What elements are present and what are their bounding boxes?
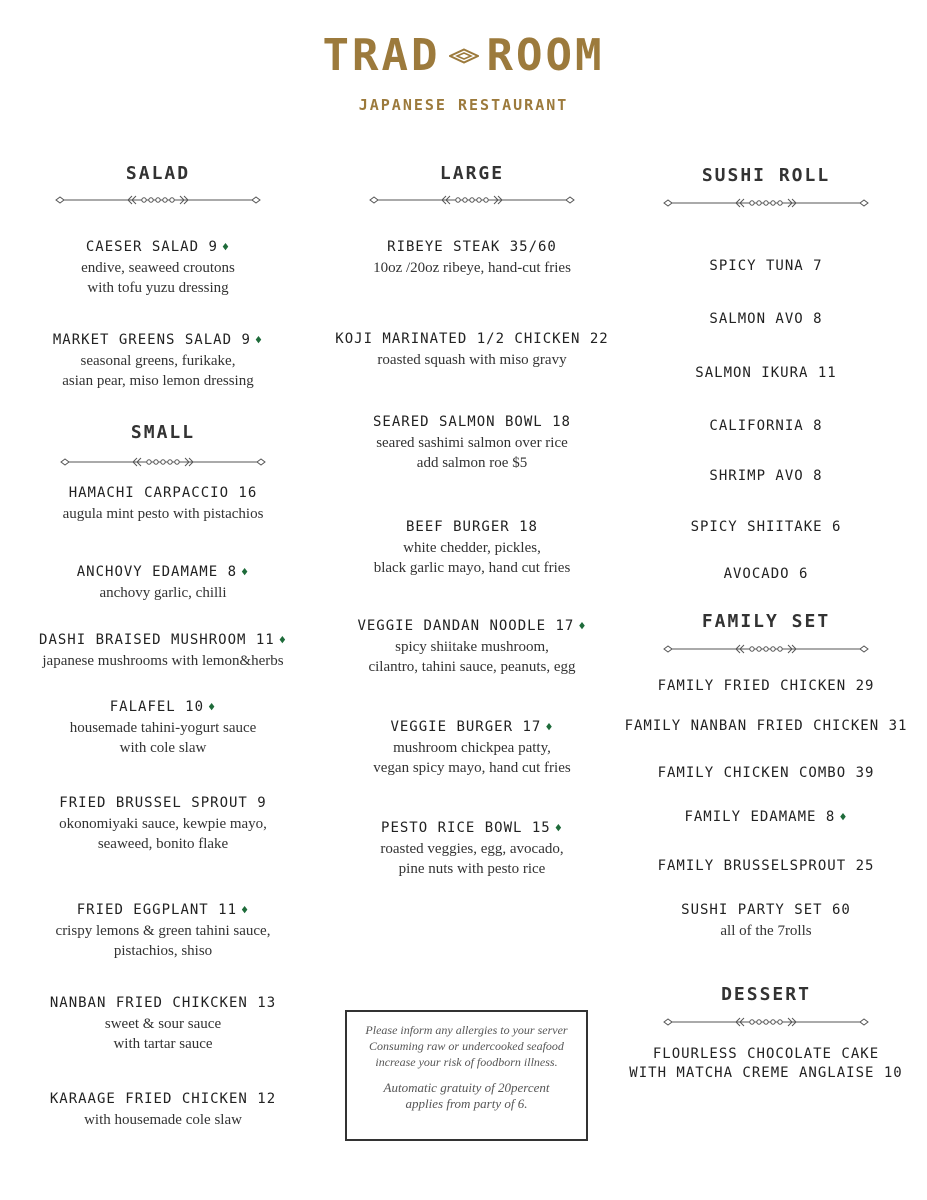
ornamental-divider-icon bbox=[660, 197, 872, 209]
item-description-line: black garlic mayo, hand cut fries bbox=[373, 560, 571, 576]
item-description-line: augula mint pesto with pistachios bbox=[62, 506, 264, 522]
item-name-text: FRIED EGGPLANT 11 bbox=[76, 902, 238, 918]
item-name-text: FLOURLESS CHOCOLATE CAKE bbox=[652, 1046, 880, 1062]
item-name bbox=[0, 1091, 383, 1107]
ornamental-divider-icon bbox=[366, 194, 578, 206]
vegetarian-diamond-icon: ♦ bbox=[554, 821, 563, 835]
section-title-sushi: SUSHI ROLL bbox=[701, 165, 831, 186]
item-name bbox=[546, 678, 927, 694]
item-name-text: FAMILY EDAMAME 8 bbox=[684, 809, 836, 825]
item-description-line: vegan spicy mayo, hand cut fries bbox=[373, 760, 571, 776]
item-description-line: roasted veggies, egg, avocado, bbox=[380, 841, 564, 857]
restaurant-header bbox=[0, 30, 927, 114]
item-description-line: pistachios, shiso bbox=[113, 943, 213, 959]
item-name bbox=[546, 566, 927, 582]
item-name-text: FALAFEL 10 bbox=[109, 699, 205, 715]
item-name-text: RIBEYE STEAK 35/60 bbox=[387, 239, 557, 255]
vegetarian-diamond-icon: ♦ bbox=[221, 240, 231, 254]
item-name-text: ANCHOVY EDAMAME 8 bbox=[76, 564, 238, 580]
item-name bbox=[0, 699, 383, 715]
item-name-text: MARKET GREENS SALAD 9 bbox=[52, 332, 251, 348]
notice-line: increase your risk of foodborn illness. bbox=[375, 1055, 558, 1069]
item-description-line: asian pear, miso lemon dressing bbox=[62, 373, 254, 389]
section-title-salad: SALAD bbox=[125, 163, 191, 184]
item-name-text: FRIED BRUSSEL SPROUT 9 bbox=[59, 795, 267, 811]
item-name-text: DASHI BRAISED MUSHROOM 11 bbox=[39, 632, 275, 648]
notice-line: Please inform any allergies to your server bbox=[365, 1023, 568, 1037]
section-title-large: LARGE bbox=[439, 163, 505, 184]
item-name bbox=[252, 331, 692, 347]
item-name bbox=[0, 902, 383, 918]
item-name bbox=[0, 485, 383, 501]
item-name bbox=[0, 795, 383, 811]
item-name-text: PESTO RICE BOWL 15 bbox=[381, 820, 551, 836]
diamond-logo-icon bbox=[449, 41, 479, 71]
item-name-text: CALIFORNIA 8 bbox=[709, 418, 823, 434]
item-name-text: CAESER SALAD 9 bbox=[85, 239, 218, 255]
item-name-text: AVOCADO 6 bbox=[723, 566, 809, 582]
item-name bbox=[546, 858, 927, 874]
item-name-text: SEARED SALMON BOWL 18 bbox=[372, 414, 571, 430]
item-name-text: HAMACHI CARPACCIO 16 bbox=[68, 485, 258, 501]
item-description-line: white chedder, pickles, bbox=[403, 540, 541, 556]
section-title-family: FAMILY SET bbox=[701, 611, 831, 632]
item-name-text: SUSHI PARTY SET 60 bbox=[681, 902, 851, 918]
item-description-line: sweet & sour sauce bbox=[104, 1016, 222, 1032]
item-name-text: SHRIMP AVO 8 bbox=[709, 468, 823, 484]
item-name-text: VEGGIE BURGER 17 bbox=[390, 719, 542, 735]
item-name bbox=[546, 418, 927, 434]
item-description-line: with tofu yuzu dressing bbox=[87, 280, 229, 296]
item-description-line: cilantro, tahini sauce, peanuts, egg bbox=[368, 659, 576, 675]
item-name bbox=[546, 765, 927, 781]
item-description-line: endive, seaweed croutons bbox=[81, 260, 235, 276]
gratuity-line: applies from party of 6. bbox=[405, 1096, 528, 1111]
item-name-text: FAMILY BRUSSELSPROUT 25 bbox=[657, 858, 875, 874]
menu-item bbox=[546, 765, 927, 781]
item-description-line: pine nuts with pesto rice bbox=[398, 861, 546, 877]
vegetarian-diamond-icon: ♦ bbox=[241, 565, 250, 579]
section-title-dessert: DESSERT bbox=[721, 984, 811, 1005]
menu-item bbox=[546, 718, 927, 734]
item-name bbox=[546, 468, 927, 484]
item-description bbox=[252, 637, 692, 677]
menu-item bbox=[546, 519, 927, 535]
brand-left: TRAD bbox=[322, 30, 441, 81]
item-name-text: FAMILY NANBAN FRIED CHICKEN 31 bbox=[624, 718, 908, 734]
item-description-line: roasted squash with miso gravy bbox=[377, 352, 567, 368]
item-name bbox=[546, 519, 927, 535]
item-name-text: SALMON AVO 8 bbox=[709, 311, 823, 327]
item-description-line: all of the 7rolls bbox=[720, 923, 812, 939]
item-name-line2: WITH MATCHA CREME ANGLAISE 10 bbox=[629, 1065, 903, 1081]
item-description-line: anchovy garlic, chilli bbox=[99, 585, 227, 601]
item-name-text: FAMILY FRIED CHICKEN 29 bbox=[657, 678, 875, 694]
vegetarian-diamond-icon: ♦ bbox=[578, 619, 587, 633]
item-name-text: NANBAN FRIED CHIKCKEN 13 bbox=[49, 995, 277, 1011]
menu-item bbox=[546, 311, 927, 327]
menu-item bbox=[546, 365, 927, 381]
menu-item bbox=[546, 566, 927, 582]
item-description-line: with tartar sauce bbox=[113, 1036, 213, 1052]
item-name bbox=[546, 718, 927, 734]
item-name bbox=[546, 902, 927, 918]
item-name bbox=[0, 995, 383, 1011]
item-description-line: add salmon roe $5 bbox=[416, 455, 528, 471]
item-name bbox=[252, 239, 692, 255]
item-description-line: okonomiyaki sauce, kewpie mayo, bbox=[59, 816, 267, 832]
vegetarian-diamond-icon: ♦ bbox=[254, 333, 264, 347]
item-name-text: KARAAGE FRIED CHICKEN 12 bbox=[49, 1091, 277, 1107]
ornamental-divider-icon bbox=[57, 456, 269, 468]
item-name bbox=[546, 258, 927, 274]
allergy-notice bbox=[345, 1010, 588, 1141]
item-name-text: BEEF BURGER 18 bbox=[405, 519, 538, 535]
brand-logo bbox=[323, 30, 605, 82]
vegetarian-diamond-icon: ♦ bbox=[839, 810, 848, 824]
ornamental-divider-icon bbox=[660, 643, 872, 655]
menu-item bbox=[546, 902, 927, 941]
item-name-text: KOJI MARINATED 1/2 CHICKEN 22 bbox=[335, 331, 609, 347]
menu-item bbox=[546, 418, 927, 434]
item-description-line: crispy lemons & green tahini sauce, bbox=[55, 923, 271, 939]
item-description-line: with housemade cole slaw bbox=[84, 1112, 242, 1128]
vegetarian-diamond-icon: ♦ bbox=[241, 903, 250, 917]
item-name-text: VEGGIE DANDAN NOODLE 17 bbox=[357, 618, 575, 634]
item-description bbox=[252, 433, 692, 473]
item-name-text: SPICY TUNA 7 bbox=[709, 258, 823, 274]
menu-item bbox=[546, 258, 927, 274]
item-description-line: seared sashimi salmon over rice bbox=[376, 435, 568, 451]
brand-right: ROOM bbox=[486, 30, 605, 81]
section-title-small: SMALL bbox=[130, 422, 196, 443]
item-description-line: housemade tahini-yogurt sauce bbox=[69, 720, 257, 736]
vegetarian-diamond-icon: ♦ bbox=[545, 720, 554, 734]
item-description bbox=[0, 921, 383, 961]
menu-item bbox=[546, 809, 927, 825]
gratuity-line: Automatic gratuity of 20percent bbox=[383, 1080, 550, 1095]
item-description-line: seasonal greens, furikake, bbox=[80, 353, 236, 369]
restaurant-subtitle: JAPANESE RESTAURANT bbox=[358, 96, 569, 114]
item-name-text: SPICY SHIITAKE 6 bbox=[690, 519, 842, 535]
menu-item bbox=[0, 1091, 383, 1130]
item-description bbox=[0, 1014, 383, 1054]
item-description-line: mushroom chickpea patty, bbox=[393, 740, 551, 756]
menu-item bbox=[0, 902, 383, 961]
menu-item bbox=[546, 1046, 927, 1081]
item-name bbox=[546, 365, 927, 381]
item-description-line: japanese mushrooms with lemon&herbs bbox=[42, 653, 284, 669]
notice-line: Consuming raw or undercooked seafood bbox=[369, 1039, 564, 1053]
item-description bbox=[0, 583, 383, 603]
menu-item bbox=[546, 468, 927, 484]
ornamental-divider-icon bbox=[52, 194, 264, 206]
ornamental-divider-icon bbox=[660, 1016, 872, 1028]
item-name-text: FAMILY CHICKEN COMBO 39 bbox=[657, 765, 875, 781]
item-description-line: spicy shiitake mushroom, bbox=[395, 639, 549, 655]
item-name bbox=[546, 1046, 927, 1062]
item-description bbox=[546, 921, 927, 941]
item-description bbox=[0, 1110, 383, 1130]
item-description-line: seaweed, bonito flake bbox=[97, 836, 229, 852]
item-name-text: SALMON IKURA 11 bbox=[695, 365, 837, 381]
vegetarian-diamond-icon: ♦ bbox=[278, 633, 287, 647]
item-name bbox=[546, 809, 927, 825]
menu-item bbox=[0, 995, 383, 1054]
item-description-line: 10oz /20oz ribeye, hand-cut fries bbox=[373, 260, 571, 276]
item-description-line: with cole slaw bbox=[119, 740, 207, 756]
item-name bbox=[546, 311, 927, 327]
menu-item bbox=[546, 858, 927, 874]
vegetarian-diamond-icon: ♦ bbox=[208, 700, 217, 714]
menu-item bbox=[546, 678, 927, 694]
